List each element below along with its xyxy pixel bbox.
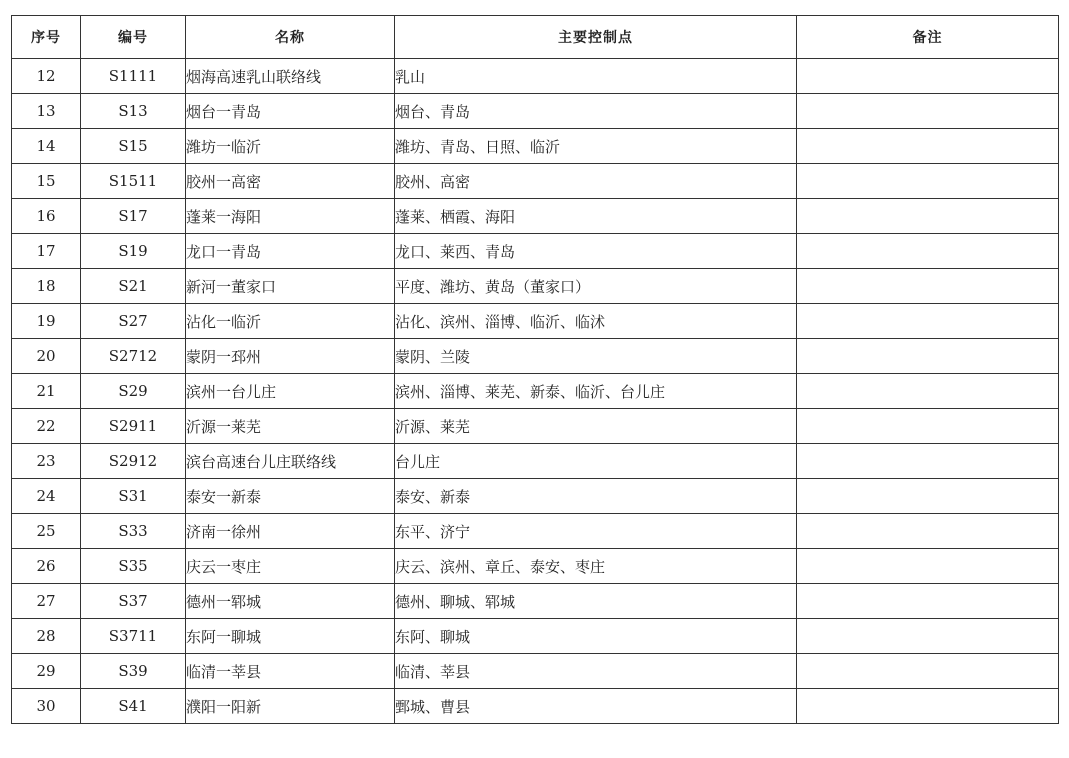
cell-seq: 19 bbox=[12, 304, 81, 339]
cell-seq: 17 bbox=[12, 234, 81, 269]
cell-points: 德州、聊城、郓城 bbox=[395, 584, 797, 619]
cell-note bbox=[797, 444, 1059, 479]
cell-seq: 20 bbox=[12, 339, 81, 374]
cell-seq: 26 bbox=[12, 549, 81, 584]
header-seq: 序号 bbox=[12, 16, 81, 59]
cell-seq: 24 bbox=[12, 479, 81, 514]
cell-seq: 25 bbox=[12, 514, 81, 549]
header-name: 名称 bbox=[186, 16, 395, 59]
cell-seq: 16 bbox=[12, 199, 81, 234]
cell-seq: 28 bbox=[12, 619, 81, 654]
table-row bbox=[12, 199, 1059, 234]
cell-name: 沾化一临沂 bbox=[186, 304, 395, 339]
cell-name: 庆云一枣庄 bbox=[186, 549, 395, 584]
cell-name: 蒙阴一邳州 bbox=[186, 339, 395, 374]
cell-code: S13 bbox=[81, 94, 186, 129]
table-row bbox=[12, 129, 1059, 164]
cell-name: 蓬莱一海阳 bbox=[186, 199, 395, 234]
cell-code: S31 bbox=[81, 479, 186, 514]
cell-seq: 22 bbox=[12, 409, 81, 444]
cell-points: 蓬莱、栖霞、海阳 bbox=[395, 199, 797, 234]
cell-name: 滨台高速台儿庄联络线 bbox=[186, 444, 395, 479]
highway-table bbox=[11, 15, 1059, 724]
cell-points: 潍坊、青岛、日照、临沂 bbox=[395, 129, 797, 164]
table-row bbox=[12, 94, 1059, 129]
cell-code: S27 bbox=[81, 304, 186, 339]
cell-code: S3711 bbox=[81, 619, 186, 654]
table-row bbox=[12, 304, 1059, 339]
cell-name: 龙口一青岛 bbox=[186, 234, 395, 269]
cell-name: 东阿一聊城 bbox=[186, 619, 395, 654]
cell-note bbox=[797, 584, 1059, 619]
table-row bbox=[12, 444, 1059, 479]
cell-note bbox=[797, 374, 1059, 409]
cell-seq: 30 bbox=[12, 689, 81, 724]
cell-note bbox=[797, 304, 1059, 339]
header-points: 主要控制点 bbox=[395, 16, 797, 59]
cell-note bbox=[797, 409, 1059, 444]
cell-note bbox=[797, 514, 1059, 549]
table-row bbox=[12, 269, 1059, 304]
cell-note bbox=[797, 59, 1059, 94]
cell-points: 龙口、莱西、青岛 bbox=[395, 234, 797, 269]
table-row bbox=[12, 164, 1059, 199]
table-row bbox=[12, 374, 1059, 409]
header-code: 编号 bbox=[81, 16, 186, 59]
cell-points: 泰安、新泰 bbox=[395, 479, 797, 514]
cell-code: S39 bbox=[81, 654, 186, 689]
cell-name: 烟台一青岛 bbox=[186, 94, 395, 129]
cell-seq: 18 bbox=[12, 269, 81, 304]
cell-code: S37 bbox=[81, 584, 186, 619]
cell-seq: 23 bbox=[12, 444, 81, 479]
table-header bbox=[12, 16, 1059, 59]
cell-name: 潍坊一临沂 bbox=[186, 129, 395, 164]
cell-code: S21 bbox=[81, 269, 186, 304]
cell-code: S2912 bbox=[81, 444, 186, 479]
cell-name: 德州一郓城 bbox=[186, 584, 395, 619]
cell-points: 沾化、滨州、淄博、临沂、临沭 bbox=[395, 304, 797, 339]
cell-code: S15 bbox=[81, 129, 186, 164]
table-row bbox=[12, 619, 1059, 654]
cell-points: 沂源、莱芜 bbox=[395, 409, 797, 444]
cell-seq: 27 bbox=[12, 584, 81, 619]
cell-name: 沂源一莱芜 bbox=[186, 409, 395, 444]
cell-code: S17 bbox=[81, 199, 186, 234]
cell-note bbox=[797, 549, 1059, 584]
cell-code: S29 bbox=[81, 374, 186, 409]
cell-note bbox=[797, 234, 1059, 269]
cell-seq: 13 bbox=[12, 94, 81, 129]
cell-points: 台儿庄 bbox=[395, 444, 797, 479]
cell-note bbox=[797, 129, 1059, 164]
cell-points: 临清、莘县 bbox=[395, 654, 797, 689]
cell-points: 滨州、淄博、莱芜、新泰、临沂、台儿庄 bbox=[395, 374, 797, 409]
cell-code: S33 bbox=[81, 514, 186, 549]
table-row bbox=[12, 689, 1059, 724]
table-row bbox=[12, 584, 1059, 619]
table-row bbox=[12, 654, 1059, 689]
table-row bbox=[12, 59, 1059, 94]
table-row bbox=[12, 514, 1059, 549]
cell-seq: 14 bbox=[12, 129, 81, 164]
header-row bbox=[12, 16, 1059, 59]
cell-name: 胶州一高密 bbox=[186, 164, 395, 199]
cell-note bbox=[797, 94, 1059, 129]
cell-note bbox=[797, 269, 1059, 304]
table-row bbox=[12, 479, 1059, 514]
cell-name: 烟海高速乳山联络线 bbox=[186, 59, 395, 94]
table-row bbox=[12, 409, 1059, 444]
table-row bbox=[12, 339, 1059, 374]
cell-name: 济南一徐州 bbox=[186, 514, 395, 549]
cell-points: 东阿、聊城 bbox=[395, 619, 797, 654]
table-body bbox=[12, 59, 1059, 724]
cell-seq: 29 bbox=[12, 654, 81, 689]
cell-code: S19 bbox=[81, 234, 186, 269]
cell-points: 胶州、高密 bbox=[395, 164, 797, 199]
cell-code: S2712 bbox=[81, 339, 186, 374]
cell-code: S41 bbox=[81, 689, 186, 724]
cell-note bbox=[797, 339, 1059, 374]
cell-name: 临清一莘县 bbox=[186, 654, 395, 689]
cell-code: S1511 bbox=[81, 164, 186, 199]
cell-name: 新河一董家口 bbox=[186, 269, 395, 304]
cell-seq: 15 bbox=[12, 164, 81, 199]
cell-points: 乳山 bbox=[395, 59, 797, 94]
cell-seq: 12 bbox=[12, 59, 81, 94]
table-row bbox=[12, 234, 1059, 269]
cell-points: 蒙阴、兰陵 bbox=[395, 339, 797, 374]
cell-points: 鄄城、曹县 bbox=[395, 689, 797, 724]
cell-note bbox=[797, 689, 1059, 724]
cell-note bbox=[797, 654, 1059, 689]
cell-note bbox=[797, 199, 1059, 234]
cell-seq: 21 bbox=[12, 374, 81, 409]
cell-points: 烟台、青岛 bbox=[395, 94, 797, 129]
cell-points: 庆云、滨州、章丘、泰安、枣庄 bbox=[395, 549, 797, 584]
cell-code: S1111 bbox=[81, 59, 186, 94]
table-row bbox=[12, 549, 1059, 584]
cell-note bbox=[797, 479, 1059, 514]
header-note: 备注 bbox=[797, 16, 1059, 59]
cell-points: 东平、济宁 bbox=[395, 514, 797, 549]
cell-name: 泰安一新泰 bbox=[186, 479, 395, 514]
cell-code: S35 bbox=[81, 549, 186, 584]
cell-note bbox=[797, 164, 1059, 199]
cell-code: S2911 bbox=[81, 409, 186, 444]
cell-name: 滨州一台儿庄 bbox=[186, 374, 395, 409]
cell-note bbox=[797, 619, 1059, 654]
cell-name: 濮阳一阳新 bbox=[186, 689, 395, 724]
cell-points: 平度、潍坊、黄岛（董家口） bbox=[395, 269, 797, 304]
